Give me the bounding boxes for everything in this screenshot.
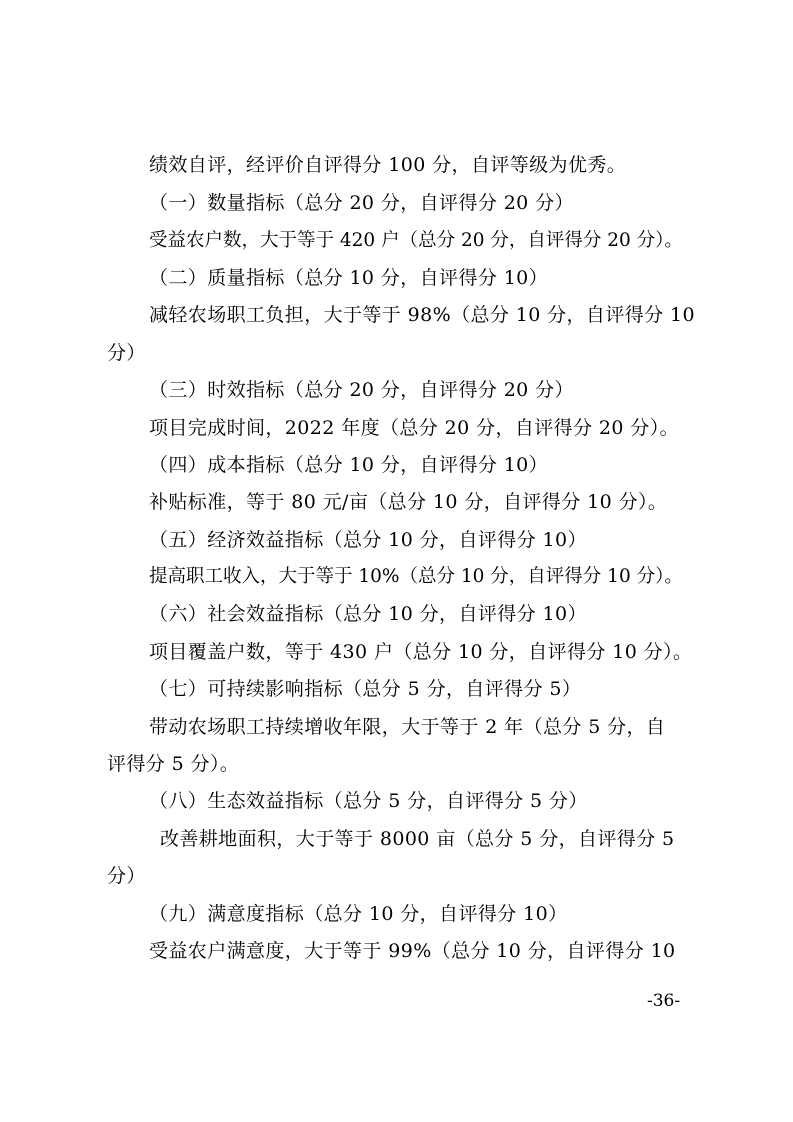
text-line: 项目完成时间，2022 年度（总分 20 分，自评得分 20 分）。 [149,417,680,439]
text-line: （七）可持续影响指标（总分 5 分，自评得分 5） [149,678,582,700]
text-line: 改善耕地面积，大于等于 8000 亩（总分 5 分，自评得分 5 [160,828,675,850]
text-line: 分） [107,865,146,887]
text-line: 分） [107,342,146,364]
page-number: -36- [647,991,681,1011]
text-line: 项目覆盖户数，等于 430 户（总分 10 分，自评得分 10 分）。 [149,641,693,663]
text-line: （三）时效指标（总分 20 分，自评得分 20 分） [149,379,574,401]
text-line: （二）质量指标（总分 10 分，自评得分 10） [149,267,549,289]
text-line: 补贴标准，等于 80 元/亩（总分 10 分，自评得分 10 分）。 [149,491,668,513]
text-line: 带动农场职工持续增收年限，大于等于 2 年（总分 5 分，自 [149,716,666,738]
text-line: 受益农户数，大于等于 420 户（总分 20 分，自评得分 20 分）。 [149,230,683,251]
text-line: （八）生态效益指标（总分 5 分，自评得分 5 分） [149,790,588,812]
text-line: （九）满意度指标（总分 10 分，自评得分 10） [149,903,568,925]
text-line: 提高职工收入，大于等于 10%（总分 10 分，自评得分 10 分）。 [149,566,683,587]
text-line: （五）经济效益指标（总分 10 分，自评得分 10） [149,529,587,551]
text-line: （一）数量指标（总分 20 分，自评得分 20 分） [149,192,574,214]
text-line: （六）社会效益指标（总分 10 分，自评得分 10） [149,603,587,625]
text-line: 减轻农场职工负担，大于等于 98%（总分 10 分，自评得分 10 [149,304,695,326]
text-line: 评得分 5 分）。 [107,753,240,775]
text-line: （四）成本指标（总分 10 分，自评得分 10） [149,454,549,476]
text-line: 受益农户满意度，大于等于 99%（总分 10 分，自评得分 10 [149,940,676,962]
text-line: 绩效自评，经评价自评得分 100 分，自评等级为优秀。 [149,154,627,176]
